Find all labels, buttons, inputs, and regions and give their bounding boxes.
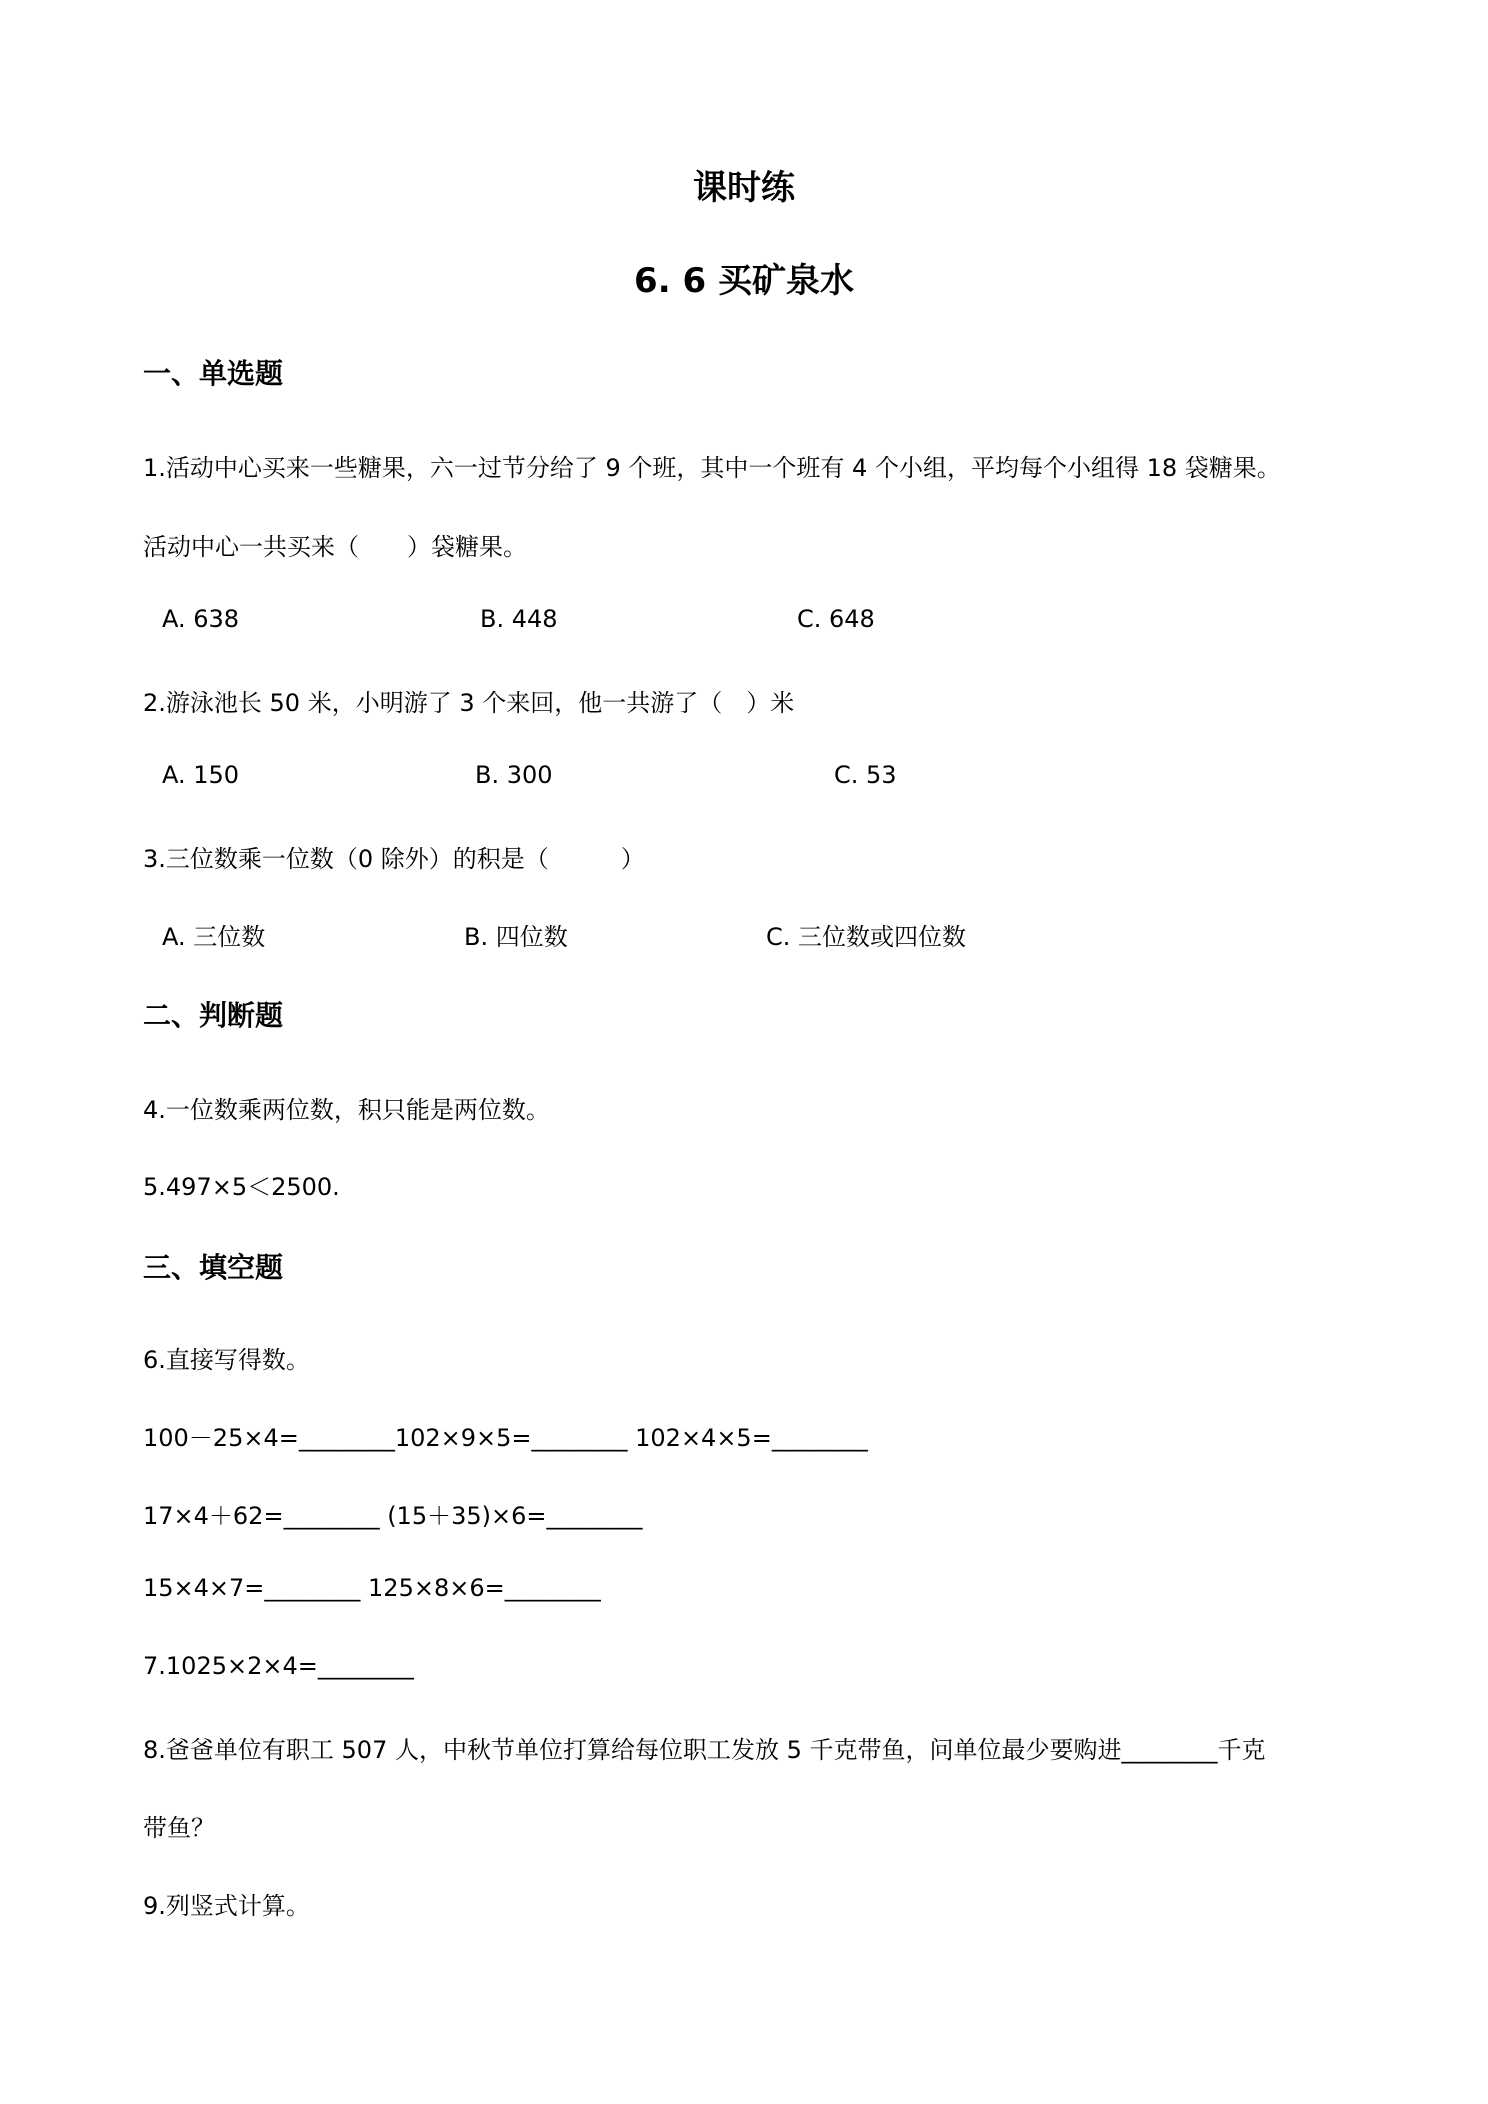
- question-1-option-b: B. 448: [480, 605, 558, 633]
- question-3-option-c: C. 三位数或四位数: [766, 923, 967, 951]
- question-9: 9.列竖式计算。: [143, 1892, 310, 1920]
- question-3-option-a: A. 三位数: [162, 923, 266, 951]
- question-6-row-2: 17×4＋62=________ (15＋35)×6=________: [143, 1502, 643, 1530]
- question-2-option-b: B. 300: [475, 761, 553, 789]
- question-6: 6.直接写得数。: [143, 1346, 310, 1374]
- section-heading-true-false: 二、判断题: [143, 999, 284, 1032]
- page-title: 课时练: [693, 168, 795, 208]
- question-6-row-1: 100－25×4=________102×9×5=________ 102×4×5=________: [143, 1424, 868, 1452]
- question-1-option-a: A. 638: [162, 605, 240, 633]
- question-7: 7.1025×2×4=________: [143, 1652, 414, 1680]
- question-8-line-2: 带鱼？: [143, 1814, 215, 1842]
- question-1-line-1: 1.活动中心买来一些糖果，六一过节分给了 9 个班，其中一个班有 4 个小组，平均每个小组得 18 袋糖果。: [143, 454, 1281, 482]
- question-3-option-b: B. 四位数: [464, 923, 568, 951]
- question-4: 4.一位数乘两位数，积只能是两位数。: [143, 1096, 550, 1124]
- question-5: 5.497×5＜2500.: [143, 1173, 340, 1201]
- question-3: 3.三位数乘一位数（0 除外）的积是（ ）: [143, 845, 645, 873]
- question-6-row-3: 15×4×7=________ 125×8×6=________: [143, 1574, 601, 1602]
- question-8-line-1: 8.爸爸单位有职工 507 人，中秋节单位打算给每位职工发放 5 千克带鱼，问单位最少要购进________千克: [143, 1736, 1266, 1764]
- section-heading-fill-in: 三、填空题: [143, 1251, 284, 1284]
- section-heading-single-choice: 一、单选题: [143, 357, 284, 390]
- question-2-option-c: C. 53: [834, 761, 897, 789]
- question-1-option-c: C. 648: [797, 605, 875, 633]
- page-subtitle: 6. 6 买矿泉水: [634, 261, 854, 301]
- question-2-option-a: A. 150: [162, 761, 240, 789]
- question-2: 2.游泳池长 50 米，小明游了 3 个来回，他一共游了（ ）米: [143, 689, 795, 717]
- question-1-line-2: 活动中心一共买来（ ）袋糖果。: [143, 533, 527, 561]
